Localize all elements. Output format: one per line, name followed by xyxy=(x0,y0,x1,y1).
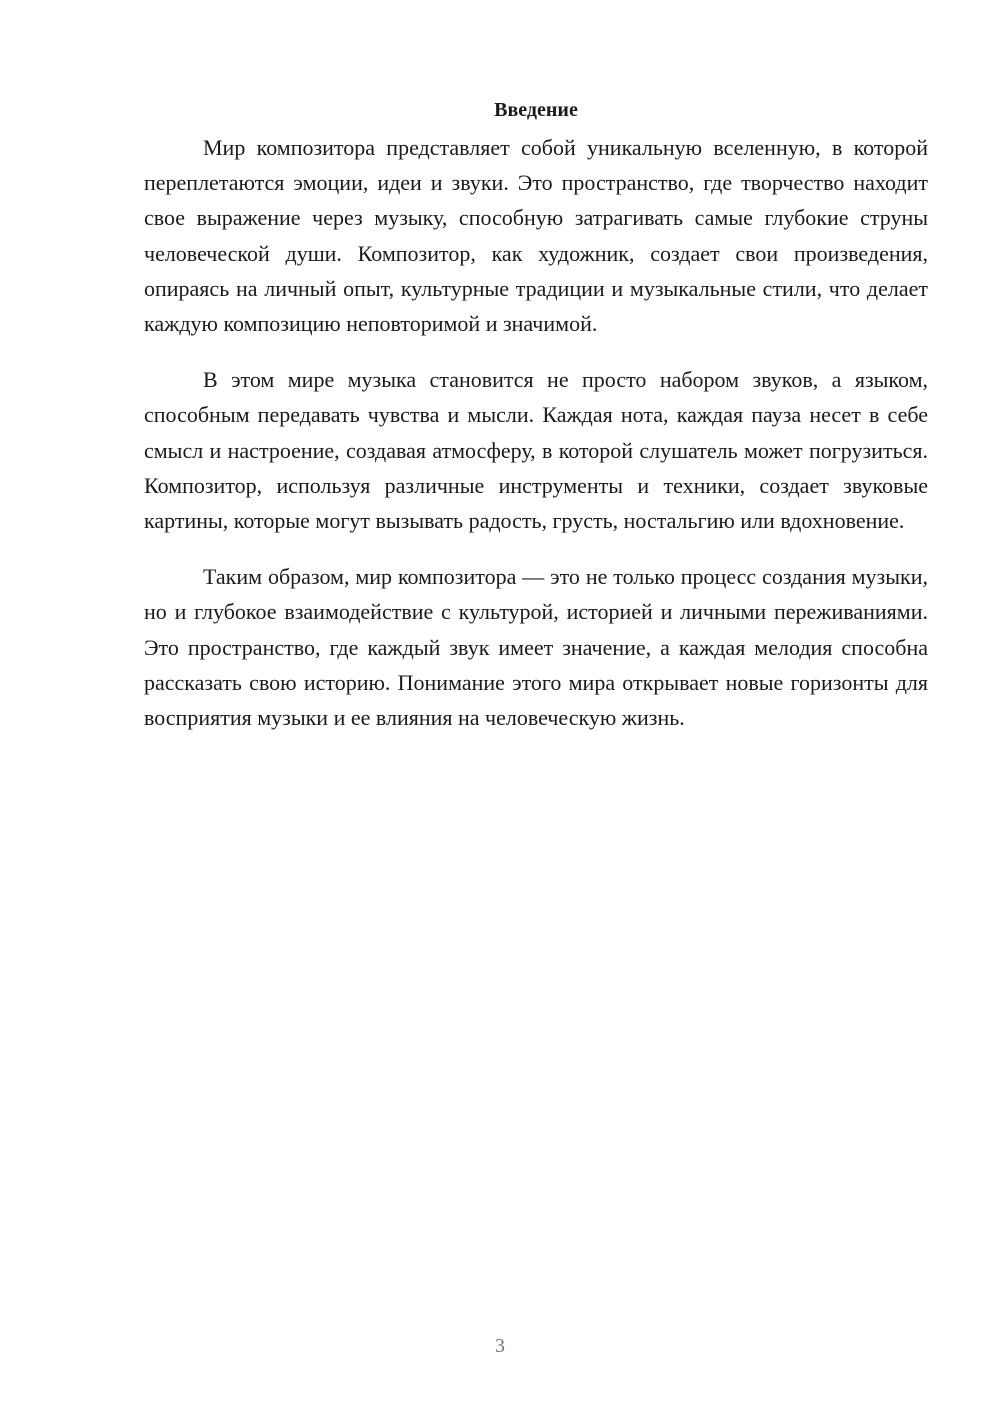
paragraph-2: В этом мире музыка становится не просто набором звуков, а языком, способным передавать чувства и мысли. Каждая нота, каждая пауза несет в себе смысл и настроение, создавая атмосферу, в которой слушатель может погрузиться. Композитор, используя различные инструменты и техники, создает звуковые картины, которые могут вызывать радость, грусть, ностальгию или вдохновение. xyxy=(144,367,928,534)
page-number: 3 xyxy=(495,1335,505,1357)
paragraph-1: Мир композитора представляет собой уникальную вселенную, в которой переплетаются эмоции, идеи и звуки. Это пространство, где творчество находит свое выражение через музыку, способную затрагивать самые глубокие струны человеческой души. Композитор, как художник, создает свои произведения, опираясь на личный опыт, культурные традиции и музыкальные стили, что делает каждую композицию неповторимой и значимой. xyxy=(144,135,928,337)
section-title: Введение xyxy=(494,99,578,121)
paragraph-3: Таким образом, мир композитора — это не только процесс создания музыки, но и глубокое взаимодействие с культурой, историей и личными переживаниями. Это пространство, где каждый звук имеет значение, а каждая мелодия способна рассказать свою историю. Понимание этого мира открывает новые горизонты для восприятия музыки и ее влияния на человеческую жизнь. xyxy=(144,564,928,731)
page-content xyxy=(144,96,928,756)
